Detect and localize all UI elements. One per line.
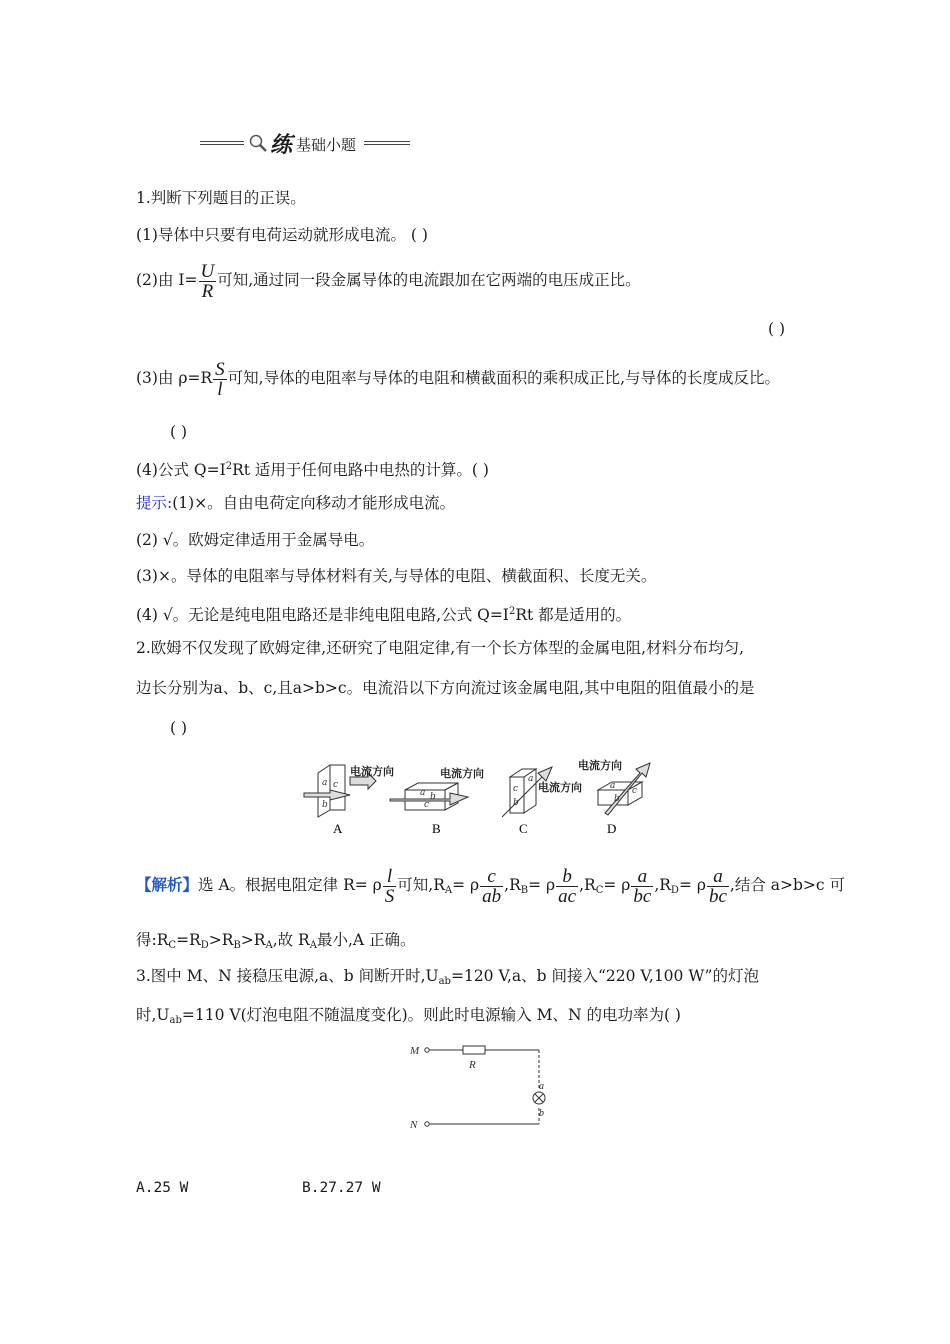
edge-label-c: c [333, 780, 339, 790]
hint-1 [136, 493, 455, 513]
fraction-denominator: bc [708, 885, 727, 907]
fraction-denominator: R [201, 280, 214, 302]
fraction-numerator: a [707, 867, 729, 887]
fraction [631, 867, 653, 906]
option-label-a: A [333, 821, 343, 836]
analysis-text: = ρ [603, 876, 631, 894]
hint-4 [136, 602, 631, 625]
q1-stem: 1.判断下列题目的正误。 [136, 189, 306, 207]
arrow-text: 电流方向 [440, 767, 484, 780]
subscript: A [444, 885, 453, 896]
subscript: C [168, 940, 177, 951]
fraction-numerator: b [556, 867, 578, 887]
fraction-numerator: l [383, 867, 397, 887]
q2-line2: 边长分别为a、b、c,且a>b>c。电流沿以下方向流过该金属电阻,其中电阻的阻值最小的是 [136, 679, 755, 697]
fraction-numerator: U [200, 260, 215, 282]
label-m: M [410, 1045, 420, 1057]
q1-item1: (1)导体中只要有电荷运动就形成电流。 ( ) [136, 226, 428, 244]
fraction-numerator: S [215, 358, 225, 380]
subscript: C [595, 885, 604, 896]
label-n: N [410, 1119, 418, 1131]
hint-1-text: (1)×。自由电荷定向移动才能形成电流。 [172, 494, 456, 512]
conclusion-text: 最小,A 正确。 [316, 931, 416, 949]
q1-item4-post: Rt 适用于任何电路中电热的计算。( ) [232, 461, 489, 479]
edge-label-c: c [424, 800, 430, 810]
q3-text: 3.图中 M、N 接稳压电源,a、b 间断开时,U [136, 967, 439, 985]
option-label-d: D [607, 821, 617, 836]
q1-item4-sup: 2 [225, 461, 233, 472]
q3-text: =110 V(灯泡电阻不随温度变化)。则此时电源输入 M、N 的电功率为( ) [181, 1006, 681, 1024]
conclusion-text: 得:R [136, 931, 169, 949]
hint-4-post: Rt 都是适用的。 [515, 606, 632, 624]
conclusion-text: ,故 R [272, 931, 310, 949]
analysis-text: ,R [504, 876, 521, 894]
q3-option-b: B.27.27 W [302, 1180, 381, 1196]
q3-line1 [136, 966, 759, 992]
analysis-text: 选 A。根据电阻定律 R= ρ [198, 876, 382, 894]
q3-text: 时,U [136, 1006, 170, 1024]
hint-4-pre: (4) √。无论是纯电阻电路还是非纯电阻电路,公式 Q=I [136, 606, 509, 624]
q1-item4-pre: (4)公式 Q=I [136, 461, 226, 479]
edge-label-a: a [528, 774, 534, 784]
section-header [200, 130, 412, 156]
edge-label-a: a [420, 788, 426, 798]
subscript: D [200, 940, 209, 951]
conclusion-text: >R [240, 931, 266, 949]
edge-label-b: b [322, 800, 328, 810]
analysis-label: 【解析】 [136, 875, 199, 894]
arrow-text: 电流方向 [350, 765, 394, 778]
fraction [556, 867, 578, 906]
figure-option-b [390, 766, 484, 810]
analysis-text: = ρ [528, 876, 556, 894]
fraction [480, 867, 503, 906]
hint-2: (2) √。欧姆定律适用于金属导电。 [136, 531, 375, 549]
figure-option-d [578, 758, 650, 815]
conclusion-text: =R [176, 931, 201, 949]
q1-item2-paren: ( ) [768, 320, 786, 338]
edge-label-b: b [513, 798, 519, 808]
option-label-b: B [432, 821, 441, 836]
q1-item3-pre: (3)由 ρ=R [136, 369, 213, 387]
fraction-denominator: ac [558, 885, 577, 907]
analysis-text: ,结合 a>b>c 可 [729, 876, 846, 894]
analysis-text: ,R [579, 876, 596, 894]
q2-conclusion [136, 930, 416, 956]
q2-line1: 2.欧姆不仅发现了欧姆定律,还研究了电阻定律,有一个长方体型的金属电阻,材料分布均匀, [136, 639, 744, 657]
q1-item4 [136, 457, 489, 480]
q1-item2 [136, 256, 641, 304]
q2-figure [300, 755, 660, 840]
header-badge: 练 [270, 132, 293, 158]
q1-item3 [136, 354, 780, 402]
label-b: b [539, 1108, 544, 1119]
q2-paren: ( ) [170, 719, 188, 737]
q1-item3-paren: ( ) [170, 423, 188, 441]
q3-text: =120 V,a、b 间接入“220 V,100 W”的灯泡 [450, 967, 759, 985]
fraction [707, 867, 729, 906]
fraction-denominator: l [217, 378, 223, 400]
q1-item3-fraction [213, 360, 227, 399]
label-r: R [469, 1059, 476, 1071]
q1-item2-pre: (2)由 I= [136, 271, 198, 289]
edge-label-c: c [632, 786, 638, 796]
arrow-text: 电流方向 [538, 781, 582, 794]
q2-analysis [136, 860, 845, 916]
fraction-numerator: a [631, 867, 653, 887]
figure-option-c [502, 767, 582, 817]
subscript: ab [169, 1015, 182, 1026]
analysis-text: = ρ [678, 876, 706, 894]
edge-label-a: a [322, 778, 328, 788]
analysis-text: ,R [654, 876, 671, 894]
edge-label-c: c [513, 784, 519, 794]
q1-item2-post: 可知,通过同一段金属导体的电流跟加在它两端的电压成正比。 [217, 271, 641, 289]
fraction-denominator: ab [482, 885, 502, 907]
subscript: A [265, 940, 273, 951]
subscript: D [670, 885, 679, 896]
fraction-denominator: S [384, 885, 395, 907]
q3-line2 [136, 1005, 681, 1031]
edge-label-b: b [430, 792, 436, 802]
conclusion-text: >R [208, 931, 234, 949]
q1-item3-post: 可知,导体的电阻率与导体的电阻和横截面积的乘积成正比,与导体的长度成反比。 [227, 369, 781, 387]
subscript: A [309, 940, 317, 951]
option-label-c: C [519, 821, 528, 836]
edge-label-a: a [610, 781, 616, 791]
edge-label-b: b [614, 794, 620, 804]
label-a: a [539, 1081, 544, 1092]
hint-3: (3)×。导体的电阻率与导体材料有关,与导体的电阻、横截面积、长度无关。 [136, 567, 657, 585]
q1-item2-fraction [199, 262, 217, 301]
subscript: B [520, 885, 529, 896]
header-right-rule [364, 141, 410, 145]
analysis-text: = ρ [452, 876, 480, 894]
subscript: ab [438, 976, 451, 987]
subscript: B [233, 940, 241, 951]
q3-circuit-diagram [405, 1036, 555, 1136]
fraction [383, 867, 397, 906]
header-title: 基础小题 [296, 136, 357, 154]
magnifier-icon [248, 133, 268, 153]
arrow-text: 电流方向 [578, 759, 622, 772]
figure-option-a [304, 764, 394, 817]
analysis-text: 可知,R [397, 876, 445, 894]
header-left-rule [200, 141, 244, 145]
fraction-numerator: c [480, 867, 503, 887]
hint-4-sup: 2 [508, 606, 516, 617]
hint-label: 提示: [136, 494, 173, 512]
q3-option-a: A.25 W [136, 1180, 189, 1196]
fraction-denominator: bc [633, 885, 652, 907]
